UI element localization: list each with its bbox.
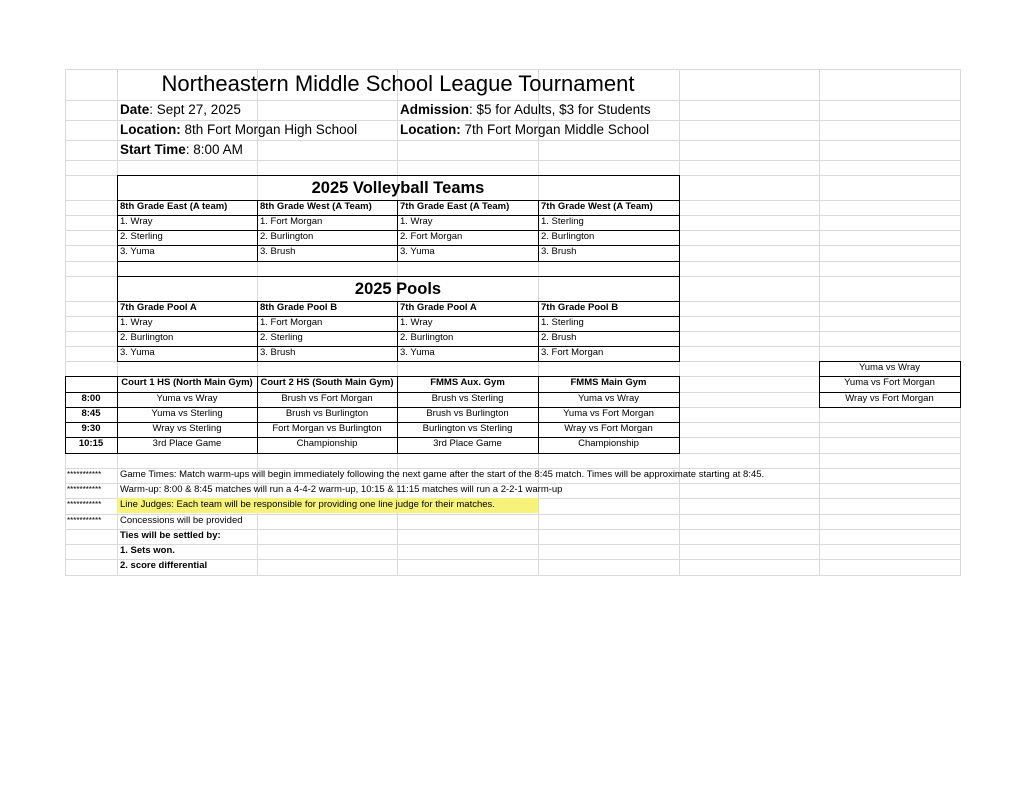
pool-cell[interactable]: 3. Yuma: [400, 347, 435, 358]
gridline-horizontal: [65, 575, 961, 576]
schedule-game[interactable]: Yuma vs Wray: [577, 393, 640, 404]
schedule-time[interactable]: 8:45: [81, 408, 101, 419]
gridline-vertical: [819, 69, 820, 576]
note-marker: ***********: [67, 516, 102, 525]
schedule-game[interactable]: Wray vs Fort Morgan: [564, 423, 653, 434]
border-line: [960, 361, 961, 408]
start-time-cell[interactable]: [117, 140, 397, 160]
location-7th-value: 7th Fort Morgan Middle School: [460, 122, 650, 137]
schedule-game[interactable]: Yuma vs Wray: [156, 393, 218, 404]
note-concessions[interactable]: Concessions will be provided: [120, 515, 243, 526]
admission-value: : $5 for Adults, $3 for Students: [469, 102, 651, 117]
team-cell[interactable]: 3. Yuma: [120, 246, 155, 257]
team-cell[interactable]: 1. Wray: [400, 216, 433, 227]
schedule-game[interactable]: 3rd Place Game: [152, 438, 222, 449]
start-time-value: : 8:00 AM: [185, 142, 243, 157]
pool-cell[interactable]: 2. Sterling: [260, 332, 303, 343]
location-7th-label: Location:: [400, 122, 461, 137]
pool-cell[interactable]: 1. Sterling: [541, 317, 584, 328]
admission-cell[interactable]: [397, 100, 697, 120]
pools-title: 2025 Pools: [354, 280, 442, 298]
border-line: [679, 175, 680, 362]
pools-header-3[interactable]: 7th Grade Pool A: [400, 302, 477, 313]
pool-cell[interactable]: 2. Brush: [541, 332, 577, 343]
border-line: [679, 376, 680, 454]
teams-header-1[interactable]: 8th Grade East (A team): [120, 201, 228, 212]
note-line-judges[interactable]: Line Judges: Each team will be responsible for providing one line judge for their matches.: [117, 498, 538, 513]
side-game-cell[interactable]: Yuma vs Wray: [858, 362, 921, 373]
pools-header-1[interactable]: 7th Grade Pool A: [120, 302, 197, 313]
gridline-vertical: [960, 69, 961, 576]
note-marker: ***********: [67, 470, 102, 479]
start-time-label: Start Time: [120, 142, 186, 157]
tie-rule-1[interactable]: 1. Sets won.: [120, 545, 175, 556]
note-marker: ***********: [67, 485, 102, 494]
schedule-time[interactable]: 9:30: [81, 423, 101, 434]
note-game-times[interactable]: Game Times: Match warm-ups will begin immediately following the next game after the start of the 8:45 match. Times will be approximate starting at 8:45.: [120, 469, 765, 480]
pool-cell[interactable]: 1. Wray: [400, 317, 433, 328]
note-warm-up[interactable]: Warm-up: 8:00 & 8:45 matches will run a 4-4-2 warm-up, 10:15 & 11:15 matches will run a 2-2-1 warm-up: [120, 484, 563, 495]
team-cell[interactable]: 2. Sterling: [120, 231, 163, 242]
schedule-game[interactable]: Brush vs Burlington: [285, 408, 369, 419]
team-cell[interactable]: 3. Brush: [260, 246, 296, 257]
note-marker: ***********: [67, 500, 102, 509]
pool-cell[interactable]: 3. Fort Morgan: [541, 347, 604, 358]
schedule-header-main-gym[interactable]: FMMS Main Gym: [570, 377, 647, 388]
schedule-time[interactable]: 10:15: [78, 438, 104, 449]
teams-header-3[interactable]: 7th Grade East (A Team): [400, 201, 510, 212]
schedule-game[interactable]: Brush vs Sterling: [431, 393, 504, 404]
team-cell[interactable]: 2. Burlington: [541, 231, 595, 242]
schedule-game[interactable]: Brush vs Burlington: [426, 408, 509, 419]
teams-header-2[interactable]: 8th Grade West (A Team): [260, 201, 372, 212]
schedule-game[interactable]: Wray vs Sterling: [152, 423, 222, 434]
team-cell[interactable]: 3. Brush: [541, 246, 577, 257]
date-label: Date: [120, 102, 150, 117]
schedule-header-court1[interactable]: Court 1 HS (North Main Gym): [121, 377, 253, 388]
teams-header-4[interactable]: 7th Grade West (A Team): [541, 201, 653, 212]
admission-label: Admission: [400, 102, 470, 117]
team-cell[interactable]: 1. Fort Morgan: [260, 216, 323, 227]
team-cell[interactable]: 2. Burlington: [260, 231, 314, 242]
location-8th-value: 8th Fort Morgan High School: [180, 122, 358, 137]
pool-cell[interactable]: 2. Burlington: [400, 332, 454, 343]
pools-header-2[interactable]: 8th Grade Pool B: [260, 302, 338, 313]
schedule-game[interactable]: Fort Morgan vs Burlington: [272, 423, 382, 434]
border-line: [65, 453, 680, 454]
schedule-header-aux-gym[interactable]: FMMS Aux. Gym: [430, 377, 505, 388]
schedule-game[interactable]: Yuma vs Fort Morgan: [563, 408, 654, 419]
border-line: [117, 261, 680, 262]
schedule-game[interactable]: 3rd Place Game: [433, 438, 502, 449]
date-cell[interactable]: [117, 100, 397, 120]
location-8th-cell[interactable]: [117, 120, 397, 140]
team-cell[interactable]: 1. Wray: [120, 216, 153, 227]
pool-cell[interactable]: 3. Yuma: [120, 347, 155, 358]
schedule-time[interactable]: 8:00: [81, 393, 101, 404]
date-value: : Sept 27, 2025: [149, 102, 241, 117]
teams-title: 2025 Volleyball Teams: [311, 179, 485, 197]
team-cell[interactable]: 2. Fort Morgan: [400, 231, 463, 242]
border-line: [819, 407, 961, 408]
schedule-game[interactable]: Brush vs Fort Morgan: [281, 393, 373, 404]
side-game-cell[interactable]: Wray vs Fort Morgan: [845, 393, 934, 404]
border-line: [117, 361, 680, 362]
ties-title[interactable]: Ties will be settled by:: [120, 530, 221, 541]
tie-rule-2[interactable]: 2. score differential: [120, 560, 208, 571]
gridline-horizontal: [65, 160, 961, 161]
team-cell[interactable]: 1. Sterling: [541, 216, 584, 227]
location-8th-label: Location:: [120, 122, 181, 137]
page-title: Northeastern Middle School League Tournament: [161, 71, 635, 96]
schedule-header-court2[interactable]: Court 2 HS (South Main Gym): [260, 377, 394, 388]
pool-cell[interactable]: 1. Fort Morgan: [260, 317, 323, 328]
schedule-game[interactable]: Championship: [296, 438, 358, 449]
pool-cell[interactable]: 2. Burlington: [120, 332, 174, 343]
pool-cell[interactable]: 3. Brush: [260, 347, 296, 358]
pool-cell[interactable]: 1. Wray: [120, 317, 153, 328]
location-7th-cell[interactable]: [397, 120, 697, 140]
pools-header-4[interactable]: 7th Grade Pool B: [541, 302, 619, 313]
schedule-game[interactable]: Yuma vs Sterling: [151, 408, 223, 419]
schedule-game[interactable]: Burlington vs Sterling: [422, 423, 513, 434]
team-cell[interactable]: 3. Yuma: [400, 246, 435, 257]
schedule-game[interactable]: Championship: [578, 438, 639, 449]
side-game-cell[interactable]: Yuma vs Fort Morgan: [844, 377, 935, 388]
